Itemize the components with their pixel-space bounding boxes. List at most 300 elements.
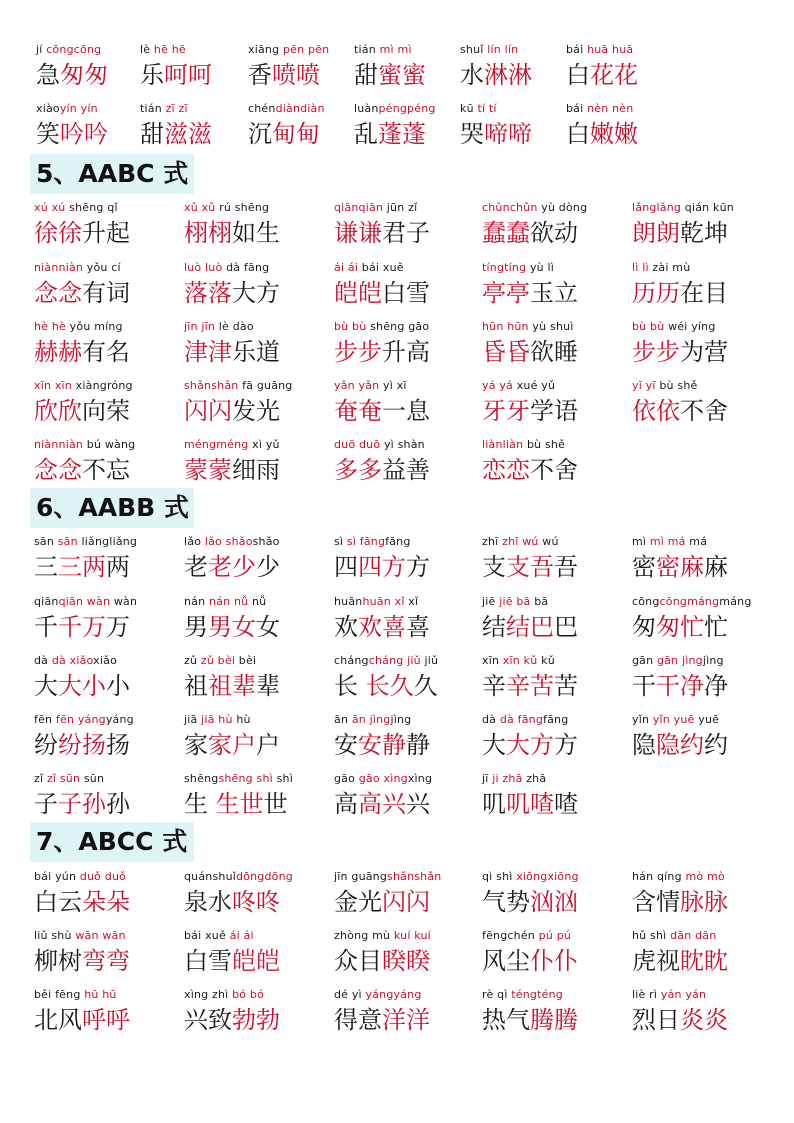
- plain-segment: fēn: [34, 713, 56, 726]
- plain-segment: xǐ: [404, 595, 419, 608]
- highlight-segment: 辛苦: [506, 672, 554, 700]
- hanzi-word: [354, 58, 426, 92]
- hanzi-word: [34, 669, 130, 703]
- plain-segment: luàn: [354, 102, 379, 115]
- highlight-segment: 徐徐: [34, 219, 82, 247]
- plain-segment: 欲睡: [530, 338, 578, 366]
- pinyin-line: [184, 378, 293, 394]
- highlight-segment: zǔ bèi: [200, 654, 236, 667]
- plain-segment: běi fēng: [34, 988, 85, 1001]
- pinyin-line: [482, 200, 587, 216]
- hanzi-word: [34, 276, 130, 310]
- idiom-item: [184, 437, 280, 489]
- section-title: 7、ABCC 式: [30, 822, 194, 862]
- idiom-item: [34, 653, 130, 705]
- idiom-row: [0, 101, 794, 153]
- idiom-item: [334, 437, 430, 489]
- pinyin-line: [34, 534, 137, 550]
- highlight-segment: bù bù: [632, 320, 665, 333]
- plain-segment: 支: [482, 553, 506, 581]
- hanzi-word: [482, 276, 578, 310]
- plain-segment: 隐: [632, 731, 656, 759]
- highlight-segment: 隐约: [656, 731, 704, 759]
- hanzi-word: [184, 728, 280, 762]
- idiom-row: [0, 260, 794, 312]
- hanzi-word: [34, 787, 130, 821]
- pinyin-line: [184, 534, 280, 550]
- plain-segment: 扬: [106, 731, 130, 759]
- plain-segment: 万: [106, 613, 130, 641]
- pinyin-line: [140, 101, 212, 117]
- plain-segment: 叽: [482, 790, 506, 818]
- idiom-item: [34, 987, 130, 1039]
- plain-segment: 匆: [632, 613, 656, 641]
- idiom-item: [482, 534, 578, 586]
- highlight-segment: niànniàn: [34, 261, 84, 274]
- plain-segment: 纷: [34, 731, 58, 759]
- plain-segment: 高: [334, 790, 358, 818]
- pinyin-line: [632, 869, 728, 885]
- idiom-item: [632, 987, 728, 1039]
- plain-segment: yì xī: [379, 379, 407, 392]
- plain-segment: 两: [106, 553, 130, 581]
- highlight-segment: shēng shì: [218, 772, 273, 785]
- highlight-segment: 老少: [208, 553, 256, 581]
- plain-segment: 兴致: [184, 1006, 232, 1034]
- hanzi-word: [632, 885, 728, 919]
- pinyin-line: [36, 101, 108, 117]
- plain-segment: tián: [354, 43, 380, 56]
- plain-segment: shēng qǐ: [65, 201, 118, 214]
- hanzi-word: [334, 610, 430, 644]
- plain-segment: 君子: [382, 219, 430, 247]
- highlight-segment: yī yī: [632, 379, 656, 392]
- highlight-segment: 淋淋: [484, 61, 532, 89]
- plain-segment: 子: [34, 790, 58, 818]
- highlight-segment: zhī wú: [502, 535, 539, 548]
- idiom-item: [354, 42, 426, 94]
- highlight-segment: sì fāng: [346, 535, 386, 548]
- plain-segment: bái xuě: [358, 261, 404, 274]
- highlight-segment: 千万: [58, 613, 106, 641]
- hanzi-word: [334, 885, 441, 919]
- plain-segment: 向荣: [82, 397, 130, 425]
- hanzi-word: [140, 117, 212, 151]
- plain-segment: xìng zhì: [184, 988, 233, 1001]
- highlight-segment: gān jìng: [657, 654, 703, 667]
- highlight-segment: wān wān: [75, 929, 126, 942]
- hanzi-word: [482, 728, 578, 762]
- idiom-item: [34, 260, 130, 312]
- hanzi-word: [334, 216, 430, 250]
- plain-segment: 生: [184, 790, 216, 818]
- highlight-segment: 睽睽: [382, 947, 430, 975]
- highlight-segment: lǎo shǎo: [204, 535, 253, 548]
- highlight-segment: 牙牙: [482, 397, 530, 425]
- plain-segment: 吾: [554, 553, 578, 581]
- plain-segment: hán qíng: [632, 870, 686, 883]
- highlight-segment: 落落: [184, 279, 232, 307]
- idiom-item: [632, 534, 728, 586]
- pinyin-line: [34, 437, 135, 453]
- plain-segment: 有名: [82, 338, 130, 366]
- highlight-segment: hè hè: [34, 320, 66, 333]
- hanzi-word: [184, 787, 293, 821]
- idiom-item: [482, 712, 578, 764]
- pinyin-line: [334, 378, 430, 394]
- idiom-row: [0, 319, 794, 371]
- idiom-item: [334, 260, 430, 312]
- pinyin-line: [184, 712, 280, 728]
- highlight-segment: hē hē: [153, 43, 186, 56]
- idiom-item: [354, 101, 436, 153]
- plain-segment: 得意: [334, 1006, 382, 1034]
- highlight-segment: duō duō: [334, 438, 381, 451]
- idiom-item: [34, 378, 133, 430]
- pinyin-line: [248, 101, 325, 117]
- idiom-item: [184, 378, 293, 430]
- idiom-item: [34, 437, 135, 489]
- idiom-row: [0, 987, 794, 1039]
- plain-segment: 乾坤: [680, 219, 728, 247]
- plain-segment: 千: [34, 613, 58, 641]
- plain-segment: zhī: [482, 535, 503, 548]
- highlight-segment: huā huā: [587, 43, 634, 56]
- idiom-item: [334, 594, 430, 646]
- plain-segment: lè dào: [215, 320, 254, 333]
- highlight-segment: péngpéng: [378, 102, 436, 115]
- plain-segment: fēngchén: [482, 929, 539, 942]
- plain-segment: 方: [406, 553, 430, 581]
- idiom-item: [184, 712, 280, 764]
- pinyin-line: [482, 771, 578, 787]
- highlight-segment: 呵呵: [164, 61, 212, 89]
- plain-segment: 安: [334, 731, 358, 759]
- highlight-segment: xú xú: [34, 201, 66, 214]
- hanzi-word: [334, 669, 438, 703]
- plain-segment: 老: [184, 553, 208, 581]
- pinyin-line: [334, 594, 430, 610]
- idiom-item: [34, 594, 137, 646]
- highlight-segment: dōngdōng: [236, 870, 293, 883]
- highlight-segment: 多多: [334, 456, 382, 484]
- highlight-segment: jiē bā: [499, 595, 531, 608]
- hanzi-word: [184, 669, 280, 703]
- plain-segment: dà: [482, 713, 500, 726]
- idiom-item: [632, 319, 728, 371]
- hanzi-word: [460, 58, 532, 92]
- plain-segment: 干: [632, 672, 656, 700]
- plain-segment: yì shàn: [380, 438, 425, 451]
- pinyin-line: [334, 712, 430, 728]
- idiom-item: [334, 534, 430, 586]
- plain-segment: liǔ shù: [34, 929, 76, 942]
- hanzi-word: [482, 335, 578, 369]
- hanzi-word: [482, 394, 578, 428]
- plain-segment: 四: [334, 553, 358, 581]
- idiom-row: [0, 437, 794, 489]
- plain-segment: 升起: [82, 219, 130, 247]
- pinyin-line: [632, 594, 752, 610]
- idiom-item: [34, 771, 130, 823]
- idiom-item: [460, 101, 532, 153]
- highlight-segment: cōngcōng: [46, 43, 102, 56]
- highlight-segment: gāo xìng: [358, 772, 408, 785]
- plain-segment: 大: [34, 672, 58, 700]
- plain-segment: 静: [406, 731, 430, 759]
- highlight-segment: mò mò: [685, 870, 725, 883]
- pinyin-line: [140, 42, 212, 58]
- highlight-segment: 栩栩: [184, 219, 232, 247]
- plain-segment: jūn zǐ: [383, 201, 418, 214]
- hanzi-word: [632, 610, 752, 644]
- section-title: 6、AABB 式: [30, 488, 194, 528]
- highlight-segment: 高兴: [358, 790, 406, 818]
- plain-segment: 小: [106, 672, 130, 700]
- hanzi-word: [482, 944, 578, 978]
- highlight-segment: qiān wàn: [58, 595, 111, 608]
- plain-segment: 虎视: [632, 947, 680, 975]
- highlight-segment: méngméng: [184, 438, 249, 451]
- highlight-segment: 三: [58, 553, 82, 581]
- plain-segment: shì: [272, 772, 293, 785]
- highlight-segment: yá yá: [482, 379, 513, 392]
- pinyin-line: [482, 653, 578, 669]
- highlight-segment: zǐ sūn: [46, 772, 81, 785]
- highlight-segment: 蓬蓬: [378, 120, 426, 148]
- highlight-segment: xiōngxiōng: [516, 870, 579, 883]
- highlight-segment: 咚咚: [232, 888, 280, 916]
- plain-segment: rè qì: [482, 988, 512, 1001]
- plain-segment: yǒu míng: [65, 320, 123, 333]
- hanzi-word: [566, 117, 638, 151]
- idiom-item: [34, 712, 134, 764]
- plain-segment: 在目: [680, 279, 728, 307]
- hanzi-word: [334, 787, 432, 821]
- idiom-item: [482, 200, 587, 252]
- plain-segment: 不忘: [82, 456, 130, 484]
- idiom-item: [334, 771, 432, 823]
- idiom-item: [482, 378, 578, 430]
- idiom-item: [482, 594, 578, 646]
- highlight-segment: 嫩嫩: [590, 120, 638, 148]
- pinyin-line: [354, 42, 426, 58]
- plain-segment: 白雪: [184, 947, 232, 975]
- highlight-segment: 弯弯: [82, 947, 130, 975]
- plain-segment: 乐: [140, 61, 164, 89]
- pinyin-line: [34, 594, 137, 610]
- idiom-item: [34, 869, 130, 921]
- idiom-item: [482, 928, 578, 980]
- plain-segment: tián: [140, 102, 166, 115]
- plain-segment: 白: [566, 61, 590, 89]
- highlight-segment: diàndiàn: [275, 102, 325, 115]
- hanzi-word: [482, 453, 578, 487]
- hanzi-word: [248, 58, 329, 92]
- highlight-segment: 昏昏: [482, 338, 530, 366]
- hanzi-word: [184, 216, 280, 250]
- pinyin-line: [482, 319, 578, 335]
- plain-segment: máng: [719, 595, 752, 608]
- highlight-segment: 支吾: [506, 553, 554, 581]
- idiom-item: [184, 260, 280, 312]
- idiom-row: [0, 594, 794, 646]
- plain-segment: yù dòng: [537, 201, 588, 214]
- pinyin-line: [34, 987, 130, 1003]
- plain-segment: jiǔ: [420, 654, 439, 667]
- plain-segment: 苦: [554, 672, 578, 700]
- plain-segment: xiāng: [248, 43, 283, 56]
- idiom-item: [566, 42, 638, 94]
- plain-segment: xìng: [407, 772, 433, 785]
- pinyin-line: [334, 534, 430, 550]
- plain-segment: yǐn: [632, 713, 653, 726]
- pinyin-line: [184, 594, 280, 610]
- highlight-segment: 匆忙: [656, 613, 704, 641]
- highlight-segment: jīn jīn: [184, 320, 216, 333]
- idiom-item: [334, 378, 430, 430]
- hanzi-word: [334, 453, 430, 487]
- plain-segment: 喳: [554, 790, 578, 818]
- plain-segment: 发光: [232, 397, 280, 425]
- highlight-segment: 汹汹: [530, 888, 578, 916]
- plain-segment: jìng: [390, 713, 412, 726]
- hanzi-word: [184, 276, 280, 310]
- pinyin-line: [334, 928, 431, 944]
- highlight-segment: ān jìng: [351, 713, 391, 726]
- plain-segment: rú shēng: [215, 201, 270, 214]
- idiom-item: [248, 42, 329, 94]
- hanzi-word: [334, 394, 430, 428]
- plain-segment: 大: [482, 731, 506, 759]
- highlight-segment: 炎炎: [680, 1006, 728, 1034]
- pinyin-line: [34, 260, 130, 276]
- pinyin-line: [34, 771, 130, 787]
- plain-segment: 一息: [382, 397, 430, 425]
- hanzi-word: [184, 610, 280, 644]
- highlight-segment: 大小: [58, 672, 106, 700]
- plain-segment: dà fāng: [222, 261, 270, 274]
- pinyin-line: [460, 42, 532, 58]
- highlight-segment: 闪闪: [184, 397, 232, 425]
- pinyin-line: [34, 928, 130, 944]
- plain-segment: 不舍: [530, 456, 578, 484]
- highlight-segment: 生世: [215, 790, 264, 818]
- plain-segment: 乱: [354, 120, 378, 148]
- highlight-segment: mì má: [649, 535, 686, 548]
- hanzi-word: [334, 276, 430, 310]
- plain-segment: 细雨: [232, 456, 280, 484]
- idiom-item: [184, 869, 293, 921]
- plain-segment: 气势: [482, 888, 530, 916]
- hanzi-word: [34, 394, 133, 428]
- plain-segment: cōng: [632, 595, 660, 608]
- highlight-segment: 喷喷: [272, 61, 320, 89]
- highlight-segment: ái ái: [229, 929, 254, 942]
- idiom-item: [34, 928, 130, 980]
- pinyin-line: [632, 200, 734, 216]
- plain-segment: 欢: [334, 613, 358, 641]
- highlight-segment: huān xǐ: [362, 595, 405, 608]
- plain-segment: 长: [334, 672, 366, 700]
- plain-segment: kū: [460, 102, 478, 115]
- highlight-segment: 步步: [632, 338, 680, 366]
- plain-segment: yù lì: [526, 261, 555, 274]
- highlight-segment: yán yán: [660, 988, 707, 1001]
- hanzi-word: [482, 787, 578, 821]
- plain-segment: 欲动: [530, 219, 578, 247]
- idiom-item: [632, 928, 728, 980]
- plain-segment: 玉立: [530, 279, 578, 307]
- pinyin-line: [34, 200, 130, 216]
- highlight-segment: 欣欣: [34, 397, 82, 425]
- idiom-item: [482, 771, 578, 823]
- idiom-item: [632, 594, 752, 646]
- plain-segment: lè: [140, 43, 154, 56]
- plain-segment: jìng: [702, 654, 724, 667]
- pinyin-line: [632, 928, 728, 944]
- highlight-segment: 蜜蜜: [378, 61, 426, 89]
- plain-segment: dé yì: [334, 988, 366, 1001]
- plain-segment: 约: [704, 731, 728, 759]
- pinyin-line: [482, 594, 578, 610]
- pinyin-line: [334, 653, 438, 669]
- plain-segment: 大方: [232, 279, 280, 307]
- pinyin-line: [482, 534, 578, 550]
- highlight-segment: lín lín: [487, 43, 519, 56]
- highlight-segment: luò luò: [184, 261, 223, 274]
- idiom-row: [0, 200, 794, 252]
- plain-segment: 学语: [530, 397, 578, 425]
- highlight-segment: 祖辈: [208, 672, 256, 700]
- plain-segment: 笑: [36, 120, 60, 148]
- highlight-segment: 结巴: [506, 613, 554, 641]
- idiom-item: [184, 200, 280, 252]
- hanzi-word: [632, 216, 734, 250]
- plain-segment: jiā: [184, 713, 202, 726]
- hanzi-word: [482, 1003, 578, 1037]
- highlight-segment: yǐn yuē: [652, 713, 695, 726]
- pinyin-line: [248, 42, 329, 58]
- hanzi-word: [460, 117, 532, 151]
- hanzi-word: [632, 728, 728, 762]
- hanzi-word: [184, 453, 280, 487]
- highlight-segment: ái ái: [334, 261, 359, 274]
- plain-segment: mì: [632, 535, 650, 548]
- idiom-item: [184, 987, 280, 1039]
- pinyin-line: [34, 319, 130, 335]
- plain-segment: fā guāng: [238, 379, 293, 392]
- plain-segment: fāng: [385, 535, 411, 548]
- plain-segment: shēng gāo: [366, 320, 430, 333]
- highlight-segment: tí tí: [477, 102, 497, 115]
- highlight-segment: fēn yáng: [55, 713, 106, 726]
- hanzi-word: [34, 944, 130, 978]
- plain-segment: cháng: [334, 654, 369, 667]
- highlight-segment: 赫赫: [34, 338, 82, 366]
- plain-segment: 麻: [704, 553, 728, 581]
- plain-segment: 家: [184, 731, 208, 759]
- highlight-segment: 男女: [208, 613, 256, 641]
- plain-segment: 水: [460, 61, 484, 89]
- plain-segment: lǎo: [184, 535, 205, 548]
- plain-segment: 急: [36, 61, 60, 89]
- highlight-segment: kuí kuí: [393, 929, 431, 942]
- hanzi-word: [36, 58, 108, 92]
- plain-segment: 沉: [248, 120, 272, 148]
- hanzi-word: [632, 669, 728, 703]
- highlight-segment: 四方: [358, 553, 406, 581]
